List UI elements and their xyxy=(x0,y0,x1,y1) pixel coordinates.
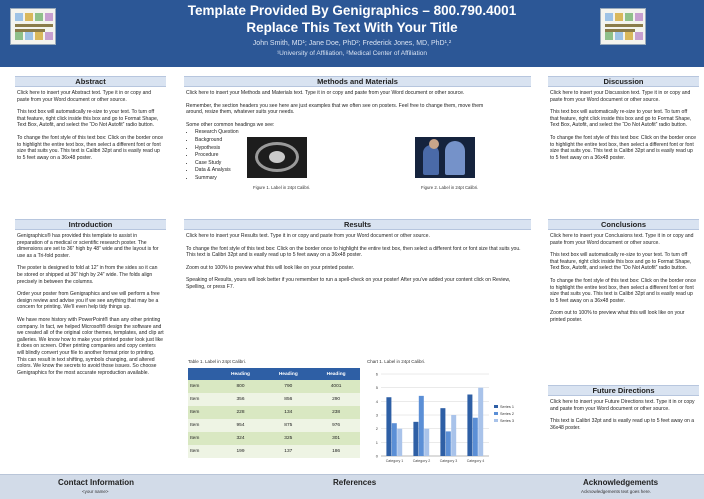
table-cell: Item xyxy=(188,432,217,445)
table-header-cell xyxy=(188,368,217,380)
acknowledgements-text: Acknowledgements text goes here. xyxy=(581,489,652,494)
introduction-paragraph: We have more history with PowerPoint® than any other printing company. In fact, we helped Microsoft® design the software and we created all of the original color themes, templates, and clip art galleries. We know how to make your printed poster look just like it does on screen. Other printing companies and copy centers will blindly convert your file to another format prior to printing. This can result in text shifting, symbols changing, and altered colors. We know the secrets to avoid those issues. So choose Genigraphics for the most accurate reproduction available. xyxy=(17,316,164,376)
chart-x-tick-label: Category 1 xyxy=(385,459,404,463)
results-paragraph: To change the font style of this text box: Click on the border once to highlight the entire text box, then select a different font or font size that suits you. This text is Calibri 32pt and is easily read up to 5 feet away on a 36x48 poster. xyxy=(186,245,521,259)
table-cell: 290 xyxy=(312,393,360,406)
chart-x-tick-label: Category 4 xyxy=(466,459,485,463)
contact-text: <your name> xyxy=(82,489,109,494)
introduction-section xyxy=(15,219,166,472)
future-directions-paragraph: Click here to insert your Future Directions text. Type it in or copy and paste from your Word document or other source. xyxy=(550,399,695,412)
abstract-paragraph: Click here to insert your Abstract text. Type it in or copy and paste from your Word document or other source. xyxy=(17,90,152,103)
future-directions-heading: Future Directions xyxy=(548,385,699,396)
table-cell: 324 xyxy=(217,432,265,445)
chart-bar xyxy=(386,397,391,456)
results-heading: Results xyxy=(184,219,531,230)
future-directions-paragraph: This text is Calibri 32pt and is easily read up to 5 feet away on a 36x48 poster. xyxy=(550,418,695,431)
doctors-photo xyxy=(415,137,475,178)
methods-heading: Methods and Materials xyxy=(184,76,531,87)
chart-caption: Chart 1. Label in 24pt Calibri. xyxy=(367,359,426,364)
results-paragraph: Zoom out to 100% to preview what this will look like on your printed poster. xyxy=(186,264,355,271)
table-cell: 228 xyxy=(217,406,265,419)
results-paragraph: Click here to insert your Results text. Type it in or copy and paste from your Word document or other source. xyxy=(186,233,430,239)
chart-legend-label: Series 3 xyxy=(500,419,514,423)
introduction-heading: Introduction xyxy=(15,219,166,230)
chart-bar xyxy=(451,415,456,456)
list-item: • Background xyxy=(195,137,529,144)
poster-title-line2: Replace This Text With Your Title xyxy=(246,20,458,35)
chart-y-tick-label: 2 xyxy=(375,426,378,432)
table-cell: Item xyxy=(188,406,217,419)
table-header-cell: Heading xyxy=(264,368,312,380)
conclusions-section xyxy=(548,219,699,379)
chart-legend-swatch xyxy=(494,419,498,422)
future-directions-section xyxy=(548,385,699,467)
contact-heading: Contact Information xyxy=(58,478,134,487)
list-item: • Hypothesis xyxy=(195,145,529,152)
poster-authors: John Smith, MD¹; Jane Doe, PhD²; Frederick Jones, MD, PhD¹,² xyxy=(252,40,452,47)
discussion-heading: Discussion xyxy=(548,76,699,87)
abstract-heading: Abstract xyxy=(15,76,166,87)
table-row xyxy=(188,419,360,432)
table-cell: 137 xyxy=(264,445,312,458)
results-paragraph: Speaking of Results, yours will look better if you remember to run a spell-check on your poster! After you’ve added your content click on Review, Spelling, or press F7. xyxy=(186,277,511,290)
abstract-section xyxy=(15,76,166,203)
chart-bar xyxy=(413,422,418,456)
chart-legend-label: Series 1 xyxy=(500,405,514,409)
conclusions-paragraph: To change the font style of this text box: Click on the border once to highlight the entire text box, then select a different font or font size that suits you. This text is Calibri 32pt and is easily read up to 5 feet away on a 36x48 poster. xyxy=(550,277,697,304)
conclusions-paragraph: This text box will automatically re-size to your text. To turn off that feature, right click inside this box and go to Format Shape, Text Box, Autofit, and select the “Do Not Autofit” radio button. xyxy=(550,252,692,272)
table-row xyxy=(188,432,360,445)
discussion-paragraph: Click here to insert your Discussion text. Type it in or copy and paste from your Word document or other source. xyxy=(550,90,691,103)
introduction-paragraph: The poster is designed to fold at 12” in from the sides so it can be stored or shipped at 36” high by 24” wide. The folds align precisely in between the columns. xyxy=(17,265,158,285)
table-cell: 4001 xyxy=(312,380,360,393)
references-heading: References xyxy=(333,478,377,487)
table-row xyxy=(188,445,360,458)
chart-bar xyxy=(397,429,402,456)
chart-legend-swatch xyxy=(494,412,498,415)
chart-y-tick-label: 3 xyxy=(375,412,378,418)
chart-x-tick-label: Category 3 xyxy=(439,459,458,463)
list-item: • Research Question xyxy=(195,129,529,136)
chart-bar xyxy=(446,431,451,456)
stethoscope-photo xyxy=(247,137,307,178)
table-cell: 976 xyxy=(312,419,360,432)
introduction-paragraph: Order your poster from Genigraphics and we will perform a free design review and advise you if we see anything that may be a concern for printing. We’ll even help tidy things up. xyxy=(17,291,160,311)
chart-y-tick-label: 4 xyxy=(375,398,378,404)
chart-legend-swatch xyxy=(494,405,498,408)
table-cell: 325 xyxy=(264,432,312,445)
table-cell: 790 xyxy=(264,380,312,393)
chart-y-tick-label: 0 xyxy=(375,453,378,459)
methods-paragraph: Remember, the section headers you see here are just examples that we often see on posters. Feel free to change them, move them around, resize them, whatever suits your needs. xyxy=(186,102,484,116)
table-cell: 954 xyxy=(217,419,265,432)
table-cell: 238 xyxy=(312,406,360,419)
table-cell: Item xyxy=(188,393,217,406)
conclusions-heading: Conclusions xyxy=(548,219,699,230)
chart-bar xyxy=(419,396,424,456)
list-item: • Procedure xyxy=(195,152,529,159)
chart-y-tick-label: 5 xyxy=(375,385,378,391)
figure2-caption: Figure 2. Label in 24pt Calibri. xyxy=(421,185,479,190)
chart-y-tick-label: 6 xyxy=(375,371,378,377)
acknowledgements-heading: Acknowledgements xyxy=(583,478,659,487)
table-cell: Item xyxy=(188,380,217,393)
chart-bar xyxy=(473,418,478,456)
table-cell: 301 xyxy=(312,432,360,445)
genigraphics-logo-right xyxy=(600,8,646,45)
table-header-cell: Heading xyxy=(217,368,265,380)
chart-x-tick-label: Category 2 xyxy=(412,459,431,463)
chart-bar xyxy=(424,429,429,456)
methods-figures xyxy=(247,137,527,197)
poster-affiliations: ¹University of Affiliation, ²Medical Center of Affiliation xyxy=(276,50,428,57)
abstract-paragraph: This text box will automatically re-size to your text. To turn off that feature, right click inside this box and go to Format Shape, Text Box, Autofit, and select the “Do Not Autofit” radio button. xyxy=(17,109,159,129)
methods-paragraph: Click here to insert your Methods and Materials text. Type it in or copy and paste from your Word document or other source. xyxy=(186,90,465,96)
table-header-row xyxy=(188,368,360,380)
figure1-caption: Figure 1. Label in 24pt Calibri. xyxy=(253,185,311,190)
table-cell: Item xyxy=(188,419,217,432)
results-section xyxy=(184,219,531,359)
chart-bar xyxy=(467,395,472,457)
list-item: • Data & Analysis xyxy=(195,167,529,174)
chart-bar xyxy=(440,408,445,456)
table-row xyxy=(188,406,360,419)
chart-y-tick-label: 1 xyxy=(375,439,378,445)
chart-bar xyxy=(392,423,397,456)
table-cell: 186 xyxy=(312,445,360,458)
methods-paragraph: Some other common headings we see: xyxy=(186,121,275,128)
conclusions-paragraph: Zoom out to 100% to preview what this will look like on your printed poster. xyxy=(550,310,685,323)
abstract-paragraph: To change the font style of this text box: Click on the border once to highlight the entire text box, then select a different font or font size that suits you. This text is Calibri 32pt and is easily read up to 5 feet away on a 36x48 poster. xyxy=(17,134,164,161)
results-table xyxy=(188,368,360,458)
table-caption: Table 1. Label in 24pt Calibri. xyxy=(188,359,247,364)
table-cell: 134 xyxy=(264,406,312,419)
chart-bar xyxy=(478,388,483,456)
chart-legend-label: Series 2 xyxy=(500,412,514,416)
table-cell: Item xyxy=(188,445,217,458)
table-cell: 800 xyxy=(217,380,265,393)
discussion-section xyxy=(548,76,699,203)
results-bar-chart xyxy=(367,366,526,470)
discussion-paragraph: To change the font style of this text box: Click on the border once to highlight the entire text box, then select a different font or font size that suits you. This text is Calibri 32pt and is easily read up to 5 feet away on a 36x48 poster. xyxy=(550,134,697,161)
table-cell: 875 xyxy=(264,419,312,432)
table-header-cell: Heading xyxy=(312,368,360,380)
table-cell: 199 xyxy=(217,445,265,458)
table-row xyxy=(188,393,360,406)
poster-footer xyxy=(0,474,704,499)
list-item: • Summary xyxy=(195,175,529,182)
list-item: • Case Study xyxy=(195,160,529,167)
table-row xyxy=(188,380,360,393)
table-cell: 356 xyxy=(217,393,265,406)
table-cell: 856 xyxy=(264,393,312,406)
poster-header xyxy=(0,0,704,67)
conclusions-paragraph: Click here to insert your Conclusions text. Type it in or copy and paste from your Word document or other source. xyxy=(550,233,694,246)
discussion-paragraph: This text box will automatically re-size to your text. To turn off that feature, right click inside this box and go to Format Shape, Text Box, Autofit, and select the “Do Not Autofit” radio button. xyxy=(550,109,692,129)
poster-title-line1: Template Provided By Genigraphics – 800.790.4001 xyxy=(187,3,517,18)
introduction-paragraph: Genigraphics® has provided this template to assist in preparation of a medical or scientific research poster. The dimensions are set to 36” high by 48” wide and the layout is for use as a Tri-fold poster. xyxy=(17,233,159,259)
